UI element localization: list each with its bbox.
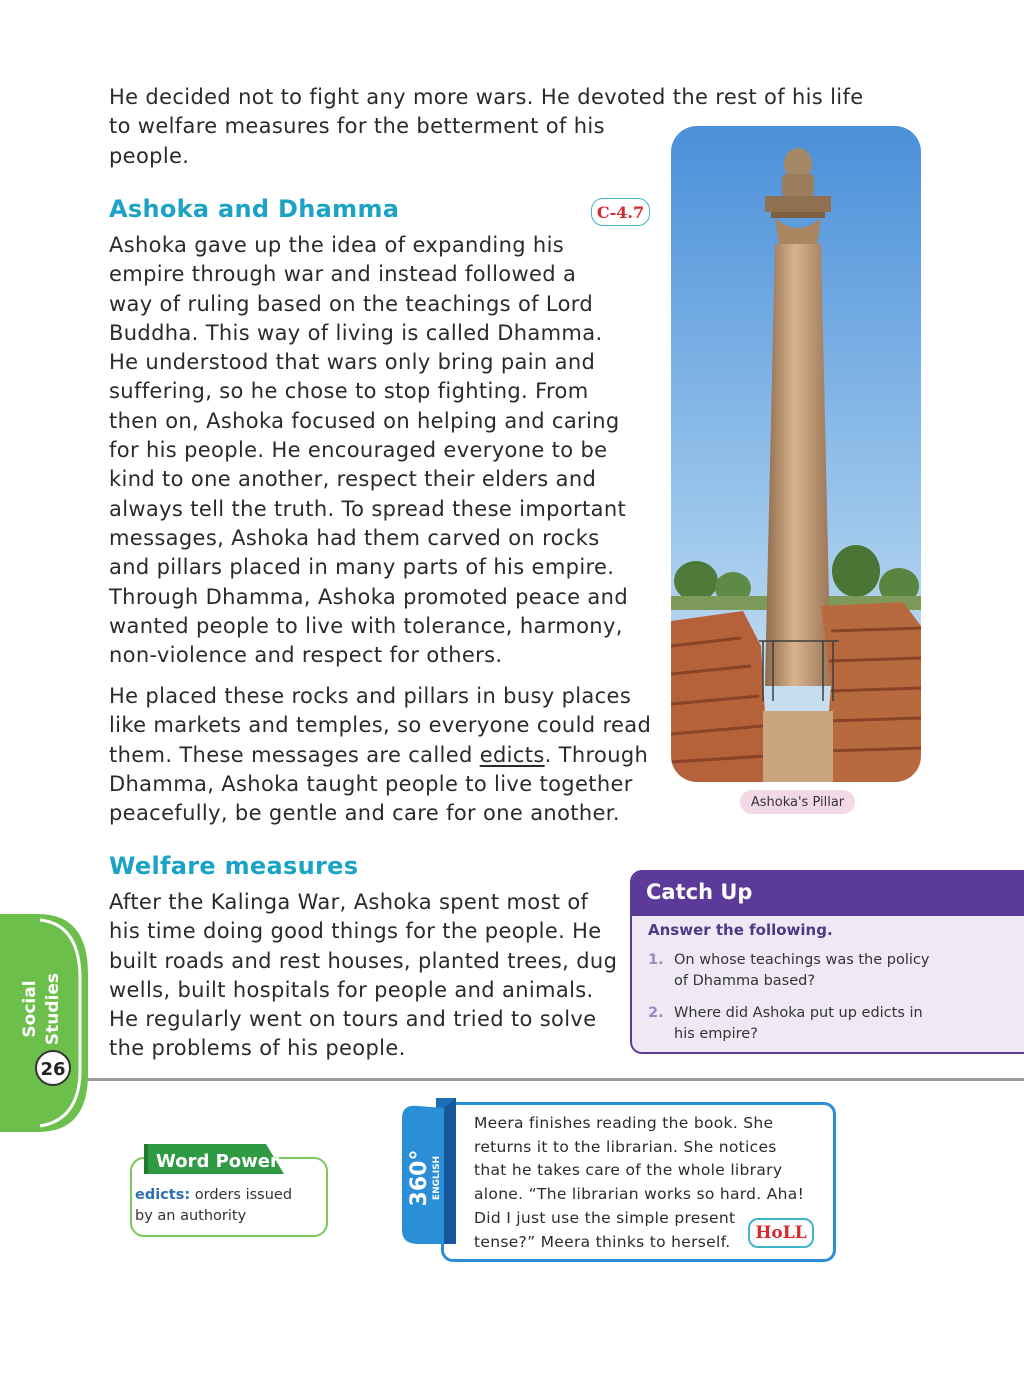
word-power-label (142, 1140, 288, 1178)
intro-line: to welfare measures for the betterment of his (109, 114, 605, 139)
paragraph-line: built roads and rest houses, planted trees, dug (109, 948, 618, 973)
catch-up-instruction: Answer the following. (648, 921, 833, 939)
ribbon-360-label: 360° (407, 1149, 432, 1207)
question-text (674, 1003, 923, 1045)
paragraph-line: After the Kalinga War, Ashoka spent most of (109, 890, 589, 914)
paragraph-line: wells, built hospitals for people and animals. (109, 977, 594, 1002)
dhamma-paragraph (109, 231, 628, 670)
intro-line: He decided not to fight any more wars. He devoted the rest of his life (109, 85, 864, 109)
intro-line: people. (109, 143, 190, 168)
paragraph-line: always tell the truth. To spread these important (109, 496, 627, 521)
section-heading-welfare: Welfare measures (109, 852, 359, 880)
paragraph-line: suffering, so he chose to stop fighting. From (109, 379, 589, 404)
paragraph-line (109, 741, 651, 770)
paragraph-line: Dhamma, Ashoka taught people to live together (109, 771, 633, 796)
english-360-ribbon (396, 1094, 460, 1258)
question-number: 2. (648, 1005, 664, 1021)
image-caption: Ashoka's Pillar (740, 790, 855, 814)
paragraph-line: Through Dhamma, Ashoka promoted peace and (109, 584, 628, 609)
catch-up-panel (630, 870, 1024, 1054)
curriculum-code-badge: C-4.7 (591, 198, 650, 226)
english-text-line: returns it to the librarian. She notices (474, 1137, 777, 1156)
paragraph-line: messages, Ashoka had them carved on rocks (109, 525, 600, 550)
paragraph-line: way of ruling based on the teachings of Lord (109, 291, 594, 316)
holl-badge: HoLL (748, 1218, 814, 1248)
paragraph-line: He understood that wars only bring pain and (109, 350, 596, 375)
page-number: 26 (40, 1059, 66, 1080)
paragraph-line: He placed these rocks and pillars in busy places (109, 684, 632, 708)
question-line: Where did Ashoka put up edicts in (674, 1005, 923, 1021)
paragraph-line: wanted people to live with tolerance, harmony, (109, 613, 623, 638)
paragraph-line: Ashoka gave up the idea of expanding his (109, 233, 565, 257)
english-text-line: that he takes care of the whole library (474, 1161, 783, 1180)
paragraph-line: then on, Ashoka focused on helping and caring (109, 408, 620, 433)
word-power-definition-part: by an authority (135, 1208, 247, 1224)
ashoka-pillar-photo (671, 126, 921, 782)
english-text-line: alone. “The librarian works so hard. Aha! (474, 1185, 805, 1204)
side-tab-shape (0, 914, 88, 1132)
question-line: of Dhamma based? (674, 973, 816, 989)
edicts-term: edicts (479, 742, 545, 767)
paragraph-line: like markets and temples, so everyone could read (109, 713, 652, 738)
paragraph-line: non-violence and respect for others. (109, 643, 503, 668)
paragraph-text: . Through (544, 742, 649, 767)
question-text (674, 950, 929, 992)
english-text-line: Meera finishes reading the book. She (474, 1114, 774, 1132)
welfare-paragraph (109, 888, 617, 1064)
word-power-definition-part: orders issued (194, 1187, 293, 1203)
word-power-title: Word Power (156, 1151, 279, 1172)
catch-up-box (630, 870, 1024, 1054)
paragraph-text: them. These messages are called (109, 742, 480, 767)
paragraph-line: He regularly went on tours and tried to solve (109, 1007, 597, 1032)
edicts-paragraph (109, 682, 651, 828)
paragraph-line: kind to one another, respect their elders and (109, 467, 597, 492)
paragraph-line: his time doing good things for the people. He (109, 919, 602, 944)
ribbon-subject-label: ENGLISH (432, 1155, 442, 1201)
section-divider (82, 1078, 1024, 1081)
paragraph-line: empire through war and instead followed a (109, 262, 577, 287)
paragraph-line: and pillars placed in many parts of his empire. (109, 555, 615, 580)
word-power-term: edicts: (135, 1187, 191, 1203)
question-number: 1. (648, 952, 664, 968)
paragraph-line: peacefully, be gentle and care for one another. (109, 801, 620, 826)
subject-side-tab (0, 914, 88, 1132)
paragraph-line: the problems of his people. (109, 1036, 406, 1061)
subject-label-line1: Social (20, 980, 40, 1038)
catch-up-title: Catch Up (646, 880, 753, 904)
paragraph-line: Buddha. This way of living is called Dhamma. (109, 320, 603, 345)
question-line: his empire? (674, 1026, 758, 1042)
paragraph-line: for his people. He encouraged everyone to be (109, 438, 608, 463)
word-power-definition (135, 1185, 292, 1227)
english-text-line: Did I just use the simple present (474, 1208, 736, 1227)
subject-label-line2: Studies (43, 972, 63, 1046)
section-heading-ashoka-dhamma: Ashoka and Dhamma (109, 195, 400, 223)
question-line: On whose teachings was the policy (674, 952, 930, 968)
pillar-illustration (671, 126, 921, 782)
english-text-line: tense?” Meera thinks to herself. (474, 1232, 731, 1251)
